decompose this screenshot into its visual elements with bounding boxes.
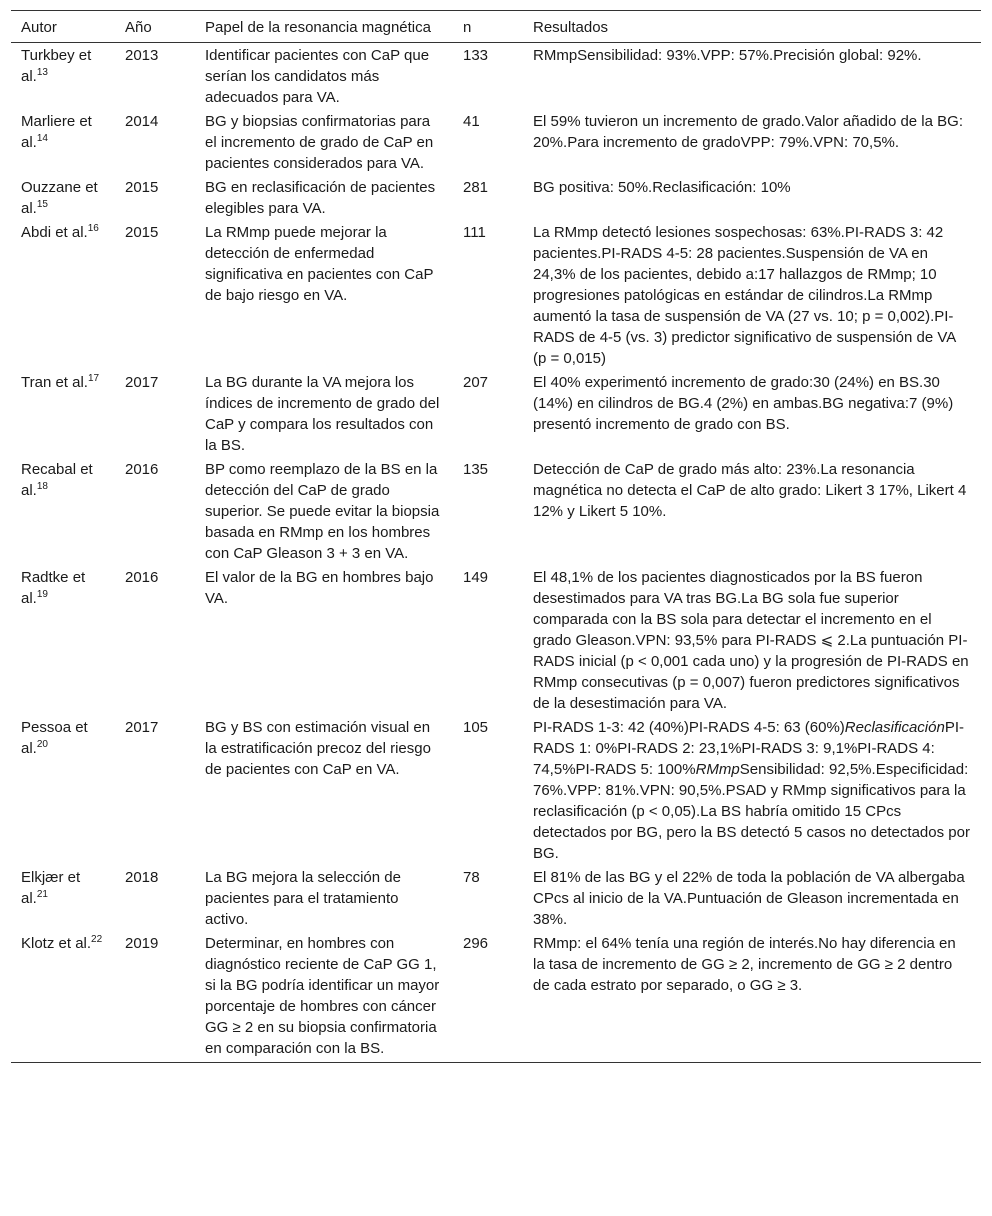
cell-papel: BG en reclasificación de pacientes elegibles para VA. bbox=[205, 179, 436, 217]
reference-number: 19 bbox=[36, 589, 48, 600]
cell-resultados: BG positiva: 50%.Reclasificación: 10% bbox=[533, 179, 791, 196]
cell-papel: Identificar pacientes con CaP que serían los candidatos más adecuados para VA. bbox=[205, 47, 430, 106]
cell-ano: 2015 bbox=[125, 224, 159, 241]
cell-resultados: RMmpSensibilidad: 93%.VPP: 57%.Precisión global: 92%. bbox=[533, 47, 922, 64]
table-row bbox=[11, 110, 981, 176]
reference-number: 20 bbox=[36, 739, 48, 750]
cell-n: 135 bbox=[463, 461, 489, 478]
cell-n: 207 bbox=[463, 374, 489, 391]
cell-resultados: La RMmp detectó lesiones sospechosas: 63%.PI-RADS 3: 42 pacientes.PI-RADS 4-5: 28 pacientes.Suspensión de VA en 24,3% de los pacientes, debido a:17 hallazgos de RMmp; 10 progresiones patológicas en estándar de cilindros.La RMmp aumentó la tasa de suspensión de VA (27 vs. 10; p = 0,002).PI-RADS de 4-5 (vs. 3) predictor significativo de suspensión de VA (p = 0,015) bbox=[533, 224, 956, 367]
table-row bbox=[11, 221, 981, 371]
table-row bbox=[11, 566, 981, 716]
cell-autor bbox=[11, 566, 115, 716]
author-name: Abdi et al. bbox=[21, 224, 88, 241]
header-row bbox=[11, 11, 981, 43]
cell-resultados: El 48,1% de los pacientes diagnosticados por la BS fueron desestimados para VA tras BG.La BG sola fue superior comparada con la BS sola para detectar el incremento en el grado Gleason.VPN: 93,5% para PI-RADS ⩽ 2.La puntuación PI-RADS inicial (p < 0,001 cada uno) y la progresión de PI-RADS en RMmp consecutivas (p = 0,007) fueron predictores significativos de la desestimación para VA. bbox=[533, 569, 969, 712]
table-row bbox=[11, 43, 981, 111]
cell-n: 281 bbox=[463, 179, 489, 196]
cell-ano: 2017 bbox=[125, 719, 159, 736]
author-name: Recabal et al. bbox=[21, 461, 93, 499]
table-row bbox=[11, 866, 981, 932]
cell-autor bbox=[11, 221, 115, 371]
cell-papel: La BG mejora la selección de pacientes para el tratamiento activo. bbox=[205, 869, 401, 928]
result-subheading: RMmp bbox=[695, 761, 740, 778]
reference-number: 21 bbox=[36, 889, 48, 900]
author-name: Marliere et al. bbox=[21, 113, 92, 151]
reference-number: 15 bbox=[36, 199, 48, 210]
cell-ano: 2016 bbox=[125, 569, 159, 586]
cell-n: 111 bbox=[463, 224, 486, 241]
cell-autor bbox=[11, 371, 115, 458]
cell-ano: 2019 bbox=[115, 932, 195, 1063]
table-row bbox=[11, 458, 981, 566]
cell-papel: El valor de la BG en hombres bajo VA. bbox=[205, 569, 434, 607]
result-text: PI-RADS 1: 0%PI-RADS 2: 23,1%PI-RADS 3: 9,1%PI-RADS 4: 74,5%PI-RADS 5: 100% bbox=[533, 719, 964, 778]
cell-ano: 2016 bbox=[125, 461, 159, 478]
cell-autor bbox=[11, 866, 115, 932]
studies-table-container bbox=[11, 10, 981, 1063]
cell-n: 149 bbox=[463, 569, 489, 586]
result-text: Sensibilidad: 92,5%.Especificidad: 76%.VPP: 81%.VPN: 90,5%.PSAD y RMmp significativos para la reclasificación (p < 0,05).La BS habría omitido 15 CPcs detectados por BG, pero la BS detectó 5 casos no detectados por BG. bbox=[533, 761, 970, 862]
author-name: Tran et al. bbox=[21, 374, 88, 391]
studies-table bbox=[11, 10, 981, 1063]
result-text: PI-RADS 1-3: 42 (40%)PI-RADS 4-5: 63 (60%) bbox=[533, 719, 845, 736]
cell-n: 41 bbox=[463, 113, 480, 130]
cell-autor bbox=[11, 932, 115, 1063]
reference-number: 16 bbox=[87, 223, 99, 234]
cell-n: 78 bbox=[463, 869, 480, 886]
author-name: Elkjær et al. bbox=[21, 869, 81, 907]
reference-number: 18 bbox=[36, 481, 48, 492]
author-name: Ouzzane et al. bbox=[21, 179, 98, 217]
cell-ano: 2014 bbox=[125, 113, 159, 130]
reference-number: 14 bbox=[36, 133, 48, 144]
cell-papel: BG y biopsias confirmatorias para el incremento de grado de CaP en pacientes considerados para VA. bbox=[205, 113, 434, 172]
cell-n: 296 bbox=[453, 932, 523, 1063]
cell-n: 105 bbox=[463, 719, 489, 736]
header-papel: Papel de la resonancia magnética bbox=[195, 11, 453, 43]
cell-papel: La RMmp puede mejorar la detección de enfermedad significativa en pacientes con CaP de bajo riesgo en VA. bbox=[205, 224, 434, 304]
cell-papel: BP como reemplazo de la BS en la detección del CaP de grado superior. Se puede evitar la biopsia basada en RMmp en los hombres con CaP Gleason 3 + 3 en VA. bbox=[205, 461, 440, 562]
cell-papel: BG y BS con estimación visual en la estratificación precoz del riesgo de pacientes con CaP en VA. bbox=[205, 719, 431, 778]
author-name: Pessoa et al. bbox=[21, 719, 88, 757]
cell-resultados: El 59% tuvieron un incremento de grado.Valor añadido de la BG: 20%.Para incremento de gradoVPP: 79%.VPN: 70,5%. bbox=[533, 113, 963, 151]
cell-autor bbox=[11, 110, 115, 176]
cell-autor bbox=[11, 458, 115, 566]
header-ano: Año bbox=[115, 11, 195, 43]
table-header bbox=[11, 11, 981, 43]
author-name: Turkbey et al. bbox=[21, 47, 92, 85]
table-row bbox=[11, 176, 981, 221]
reference-number: 13 bbox=[36, 67, 48, 78]
cell-resultados: RMmp: el 64% tenía una región de interés.No hay diferencia en la tasa de incremento de GG ≥ 2, incremento de GG ≥ 2 dentro de cada estrato por separado, o GG ≥ 3. bbox=[523, 932, 981, 1063]
cell-resultados: El 81% de las BG y el 22% de toda la población de VA albergaba CPcs al inicio de la VA.Puntuación de Gleason incrementada en 38%. bbox=[533, 869, 965, 928]
author-name: Radtke et al. bbox=[21, 569, 86, 607]
cell-ano: 2013 bbox=[125, 47, 159, 64]
result-subheading: Reclasificación bbox=[844, 719, 945, 736]
cell-papel: Determinar, en hombres con diagnóstico reciente de CaP GG 1, si la BG podría identificar un mayor porcentaje de hombres con cáncer GG ≥ 2 en su biopsia confirmatoria en comparación con la BS. bbox=[195, 932, 453, 1063]
table-body bbox=[11, 43, 981, 1063]
header-resultados: Resultados bbox=[523, 11, 981, 43]
cell-ano: 2018 bbox=[125, 869, 159, 886]
cell-n: 133 bbox=[463, 47, 489, 64]
cell-autor bbox=[11, 176, 115, 221]
cell-resultados: Detección de CaP de grado más alto: 23%.La resonancia magnética no detecta el CaP de alto grado: Likert 3 17%, Likert 4 12% y Likert 5 10%. bbox=[533, 461, 967, 520]
author-name: Klotz et al. bbox=[21, 935, 92, 952]
cell-papel: La BG durante la VA mejora los índices de incremento de grado del CaP y compara los resultados con la BS. bbox=[205, 374, 440, 454]
cell-ano: 2017 bbox=[125, 374, 159, 391]
cell-autor bbox=[11, 43, 115, 111]
reference-number: 17 bbox=[87, 373, 100, 384]
header-autor: Autor bbox=[11, 11, 115, 43]
header-n: n bbox=[453, 11, 523, 43]
cell-autor bbox=[11, 716, 115, 866]
table-row bbox=[11, 932, 981, 1063]
cell-resultados bbox=[523, 716, 981, 866]
reference-number: 22 bbox=[91, 934, 103, 945]
table-row bbox=[11, 716, 981, 866]
cell-resultados: El 40% experimentó incremento de grado:30 (24%) en BS.30 (14%) en cilindros de BG.4 (2%) en ambas.BG negativa:7 (9%) presentó incremento de grado con BS. bbox=[533, 374, 954, 433]
cell-ano: 2015 bbox=[125, 179, 159, 196]
table-row bbox=[11, 371, 981, 458]
